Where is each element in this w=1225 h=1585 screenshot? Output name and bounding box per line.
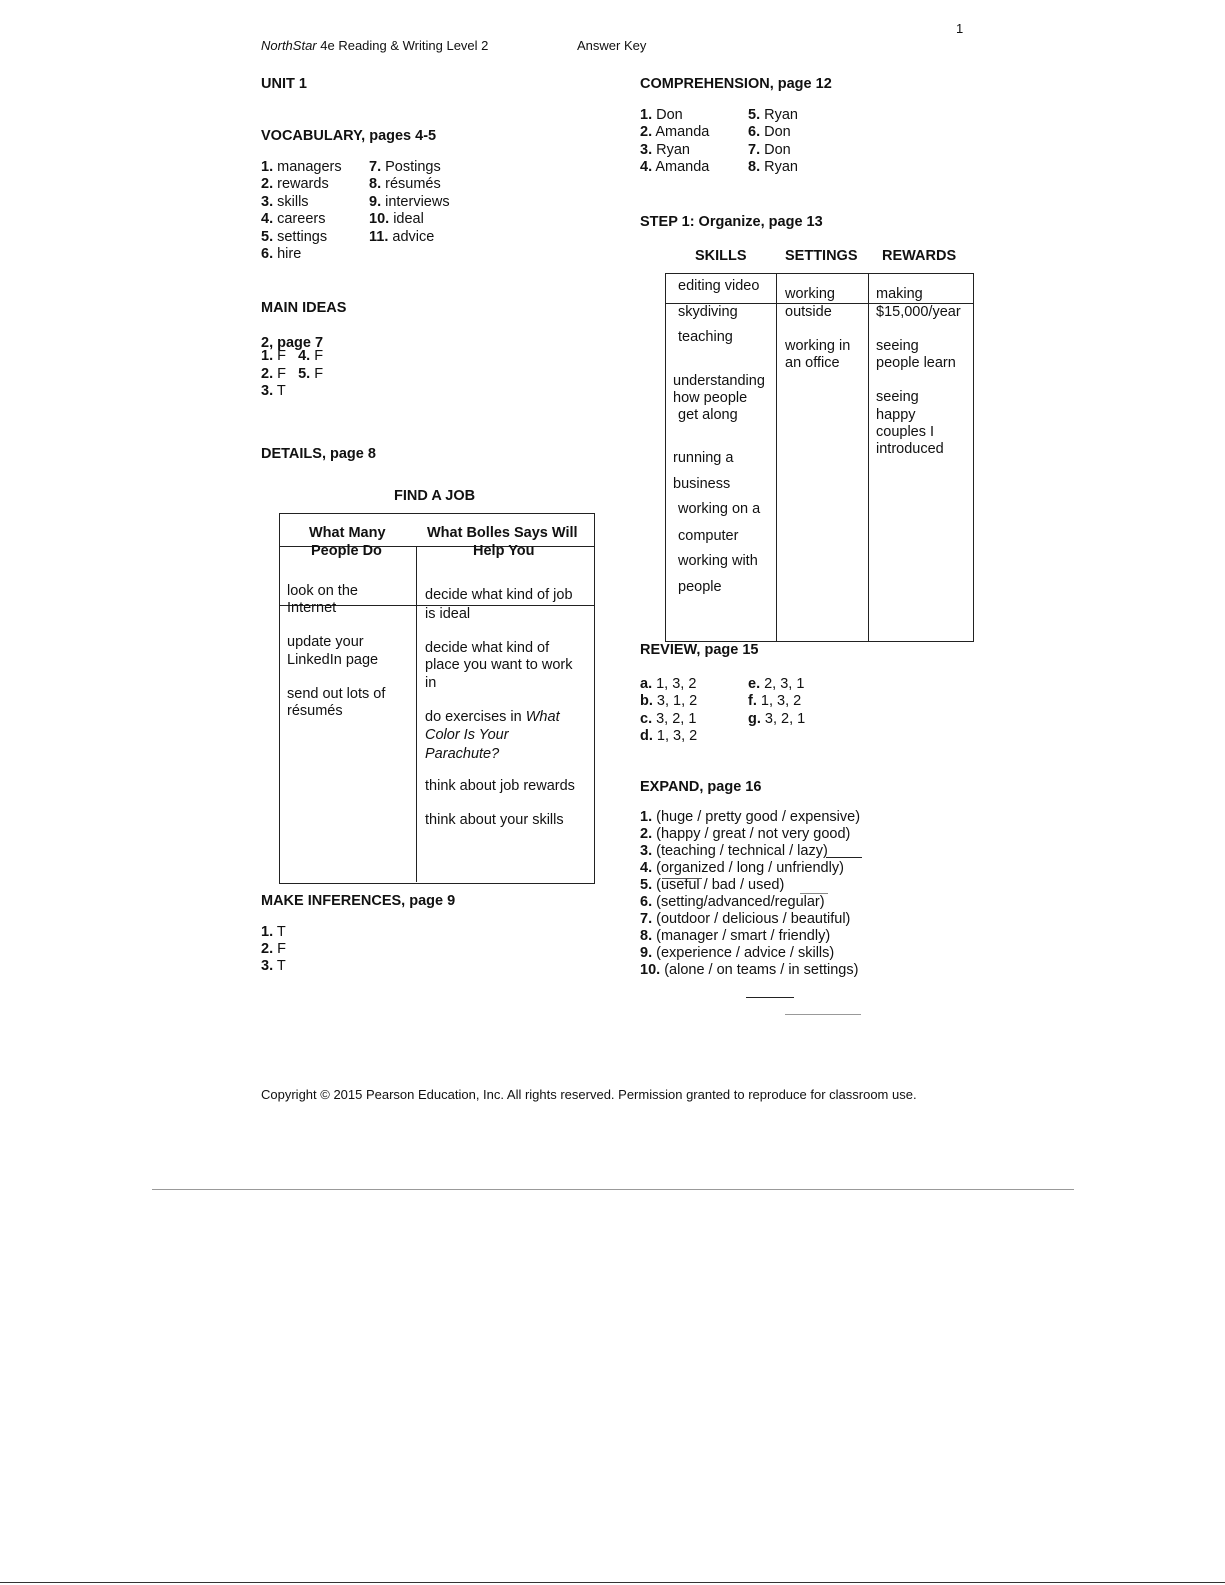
expand-item-number: 1. [640, 809, 653, 825]
book-title-italic: NorthStar [261, 38, 317, 53]
review-item-number: a. [640, 676, 653, 692]
reward-3d: introduced [876, 441, 944, 457]
comprehension-item-number: 2. [640, 124, 653, 141]
vocabulary-item [369, 211, 424, 228]
find-job-col1-item-1b: Internet [287, 600, 337, 616]
reward-2b: people learn [876, 355, 956, 371]
vocabulary-heading: VOCABULARY, pages 4-5 [261, 128, 437, 144]
main-ideas-text: 4. [298, 348, 311, 364]
comprehension-heading: COMPREHENSION, page 12 [640, 76, 832, 92]
vocabulary-item [261, 159, 342, 176]
find-job-col2-item-2a: decide what kind of [425, 640, 550, 656]
reward-3a: seeing [876, 389, 919, 405]
skill-7a: working with [678, 553, 758, 569]
comprehension-item-number: 7. [748, 141, 761, 158]
table-header-col2-b: Help You [473, 543, 535, 559]
setting-1a: working [785, 286, 835, 302]
vocabulary-item-number: 9. [369, 193, 382, 210]
vocabulary-item-text: interviews [381, 193, 450, 210]
review-item-number: g. [748, 710, 761, 727]
expand-item-text: (happy / great / not very good) [652, 826, 851, 842]
vocabulary-item-number: 2. [261, 176, 274, 193]
review-item-text: 3, 2, 1 [652, 710, 697, 727]
vocabulary-item-text: ideal [389, 211, 424, 228]
expand-item-text: (useful / bad / used) [652, 877, 785, 893]
comprehension-item-text: Amanda [652, 124, 710, 141]
bottom-rule [152, 1189, 1074, 1190]
vocabulary-item-number: 7. [369, 159, 382, 175]
review-item-text: 1, 3, 2 [652, 728, 698, 745]
expand-item-number: 4. [640, 860, 653, 876]
comprehension-item [748, 124, 791, 141]
comprehension-item [640, 142, 690, 159]
comprehension-item [640, 124, 709, 141]
comprehension-item-text: Ryan [760, 159, 798, 176]
inference-item-number: 3. [261, 958, 274, 975]
main-ideas-text [286, 366, 298, 382]
vocabulary-item-number: 3. [261, 193, 274, 210]
vocabulary-item-text: Postings [381, 159, 441, 175]
review-item-number: f. [748, 693, 757, 710]
vocabulary-item-text: settings [273, 228, 328, 245]
review-heading: REVIEW, page 15 [640, 642, 759, 658]
find-job-col2-item-5: think about your skills [425, 812, 564, 828]
expand-item [640, 911, 850, 928]
main-ideas-text: 3. [261, 383, 274, 399]
unit-heading: UNIT 1 [261, 76, 307, 92]
expand-item-text: (alone / on teams / in settings) [660, 962, 859, 978]
page-edge [0, 1582, 1225, 1583]
organize-header-skills: SKILLS [695, 248, 747, 264]
find-job-col2-item-4: think about job rewards [425, 778, 575, 794]
expand-item-number: 6. [640, 894, 653, 910]
main-ideas-heading: MAIN IDEAS [261, 300, 347, 316]
main-ideas-text: 5. [298, 366, 311, 382]
organize-header-rewards: REWARDS [882, 248, 957, 264]
main-ideas-text [286, 348, 298, 364]
main-ideas-subheading: 2, page 7 [261, 335, 324, 351]
vocabulary-item-text: rewards [273, 176, 329, 193]
expand-item-text: (experience / advice / skills) [652, 945, 835, 961]
inference-item-number: 2. [261, 941, 274, 958]
review-item-text: 3, 2, 1 [760, 710, 806, 727]
vocabulary-item [369, 194, 450, 211]
reward-3c: couples I [876, 424, 935, 440]
vocabulary-item-number: 8. [369, 176, 382, 193]
review-item [640, 711, 696, 728]
vocabulary-item-text: careers [273, 211, 326, 228]
expand-item [640, 877, 784, 894]
inference-item-text: T [273, 924, 286, 940]
comprehension-item [748, 159, 798, 176]
comprehension-item-number: 3. [640, 141, 653, 158]
main-ideas-row [261, 366, 323, 383]
organize-heading: STEP 1: Organize, page 13 [640, 214, 823, 230]
vocabulary-item-number: 5. [261, 228, 274, 245]
book-title [261, 38, 488, 53]
vocabulary-item-text: managers [273, 159, 342, 175]
vocabulary-item [261, 194, 309, 211]
vocabulary-item-number: 1. [261, 159, 274, 175]
find-a-job-title: FIND A JOB [394, 488, 476, 504]
inference-item [261, 941, 286, 958]
review-item [748, 711, 805, 728]
comprehension-item [640, 159, 709, 176]
book-title-rest: 4e Reading & Writing Level 2 [316, 38, 489, 53]
find-job-col2-item-1a: decide what kind of job [425, 587, 573, 603]
review-item-number: e. [748, 676, 761, 692]
main-ideas-text: F [310, 366, 324, 382]
find-job-col2-item-3a [425, 709, 560, 726]
skill-6b: computer [678, 528, 739, 544]
vocabulary-item [261, 246, 301, 263]
review-item [640, 728, 697, 745]
expand-item-number: 7. [640, 911, 653, 927]
review-item-text: 3, 1, 2 [652, 693, 698, 710]
skill-4c: get along [678, 407, 738, 423]
inference-item-text: T [273, 958, 286, 975]
vocabulary-item-text: résumés [381, 176, 441, 193]
reward-1b: $15,000/year [876, 304, 961, 320]
setting-1b: outside [785, 304, 832, 320]
main-ideas-text: F [310, 348, 324, 364]
review-item-text: 2, 3, 1 [760, 676, 805, 692]
comprehension-item-number: 5. [748, 107, 761, 123]
expand-item [640, 860, 844, 877]
comprehension-item [640, 107, 683, 124]
setting-2b: an office [785, 355, 840, 371]
expand-item-text: (outdoor / delicious / beautiful) [652, 911, 851, 927]
answer-key-label: Answer Key [577, 38, 647, 53]
reward-1a: making [876, 286, 923, 302]
skill-2: skydiving [678, 304, 738, 320]
find-job-col1-item-2b: LinkedIn page [287, 652, 379, 668]
main-ideas-text: 1. [261, 348, 274, 364]
vocabulary-item [261, 211, 325, 228]
vocabulary-item-text: advice [388, 228, 435, 245]
find-job-col1-item-2a: update your [287, 634, 364, 650]
inference-item-number: 1. [261, 924, 274, 940]
comprehension-item-text: Amanda [652, 159, 710, 176]
organize-header-settings: SETTINGS [785, 248, 858, 264]
find-job-col1-item-3a: send out lots of [287, 686, 386, 702]
expand-item [640, 894, 825, 911]
find-job-col2-item-3b: Color Is Your [425, 727, 509, 743]
expand-item [640, 843, 828, 860]
review-item-text: 1, 3, 2 [756, 693, 802, 710]
vocabulary-item-number: 6. [261, 246, 274, 262]
vocabulary-item [369, 176, 441, 193]
inference-item [261, 924, 286, 941]
expand-item-text: (teaching / technical / lazy) [652, 843, 828, 859]
comprehension-item-text: Don [760, 141, 791, 158]
main-ideas-text: T [273, 383, 286, 399]
review-item [748, 693, 801, 710]
expand-item-number: 8. [640, 928, 653, 944]
review-item-number: b. [640, 693, 653, 710]
main-ideas-row [261, 348, 323, 365]
skill-4b: how people [673, 390, 748, 406]
find-job-col1-item-3b: résumés [287, 703, 343, 719]
skill-5b: business [673, 476, 731, 492]
comprehension-item-number: 8. [748, 159, 761, 176]
table-header-col1-a: What Many [309, 525, 386, 541]
inference-item [261, 958, 286, 975]
comprehension-item [748, 107, 798, 124]
skill-6a: working on a [678, 501, 761, 517]
expand-item-text: (organized / long / unfriendly) [652, 860, 844, 876]
comprehension-item-number: 6. [748, 124, 761, 141]
reward-2a: seeing [876, 338, 919, 354]
inference-item-text: F [273, 941, 286, 958]
find-job-col2-item-3c: Parachute? [425, 746, 500, 762]
table-header-col1-b: People Do [311, 543, 382, 559]
details-heading: DETAILS, page 8 [261, 446, 376, 462]
main-ideas-text: 2. [261, 366, 274, 382]
vocabulary-item [369, 229, 434, 246]
skill-1: editing video [678, 278, 760, 294]
main-ideas-text: F [273, 366, 286, 382]
vocabulary-item [261, 176, 329, 193]
expand-item-number: 5. [640, 877, 653, 893]
expand-item-number: 3. [640, 843, 653, 859]
find-job-col2-item-1b: is ideal [425, 606, 471, 622]
comprehension-item-text: Ryan [652, 141, 690, 158]
find-job-col2-item-3-italic: What [525, 709, 560, 725]
find-job-col2-item-2c: in [425, 675, 437, 691]
vocabulary-item-text: hire [273, 246, 302, 262]
comprehension-item-number: 1. [640, 107, 653, 123]
review-item [640, 676, 696, 693]
expand-heading: EXPAND, page 16 [640, 779, 762, 795]
table-header-col2-a: What Bolles Says Will [427, 525, 578, 541]
skill-5a: running a [673, 450, 734, 466]
skill-3: teaching [678, 329, 733, 345]
setting-2a: working in [785, 338, 851, 354]
main-ideas-text: F [273, 348, 286, 364]
vocabulary-item [261, 229, 327, 246]
review-item [640, 693, 697, 710]
expand-item [640, 945, 834, 962]
expand-item-text: (setting/advanced/regular) [652, 894, 825, 910]
review-item-number: d. [640, 728, 653, 745]
skill-7b: people [678, 579, 722, 595]
review-item-number: c. [640, 710, 653, 727]
comprehension-item [748, 142, 791, 159]
find-job-col2-item-3-pre: do exercises in [425, 709, 526, 725]
expand-item-number: 9. [640, 945, 653, 961]
main-ideas-row [261, 383, 286, 400]
vocabulary-item-number: 10. [369, 211, 390, 228]
expand-item-text: (huge / pretty good / expensive) [652, 809, 861, 825]
inferences-heading: MAKE INFERENCES, page 9 [261, 893, 456, 909]
expand-item-text: (manager / smart / friendly) [652, 928, 831, 944]
page-number: 1 [956, 21, 964, 36]
vocabulary-item-text: skills [273, 193, 309, 210]
expand-item [640, 928, 830, 945]
comprehension-item-text: Don [652, 107, 683, 123]
copyright: Copyright © 2015 Pearson Education, Inc. All rights reserved. Permission granted to reproduce for classroom use. [261, 1087, 917, 1102]
skill-4a: understanding [673, 373, 765, 389]
expand-item [640, 826, 850, 843]
expand-item [640, 809, 860, 826]
review-item [748, 676, 804, 693]
comprehension-item-text: Ryan [760, 107, 798, 123]
comprehension-item-number: 4. [640, 159, 653, 176]
find-job-col1-item-1a: look on the [287, 583, 358, 599]
reward-3b: happy [876, 407, 916, 423]
comprehension-item-text: Don [760, 124, 791, 141]
vocabulary-item-number: 11. [369, 228, 389, 245]
vocabulary-item-number: 4. [261, 211, 274, 228]
expand-item-number: 2. [640, 826, 653, 842]
review-item-text: 1, 3, 2 [652, 676, 697, 692]
expand-item-number: 10. [640, 962, 661, 978]
find-job-col2-item-2b: place you want to work [425, 657, 573, 673]
vocabulary-item [369, 159, 441, 176]
expand-item [640, 962, 858, 979]
